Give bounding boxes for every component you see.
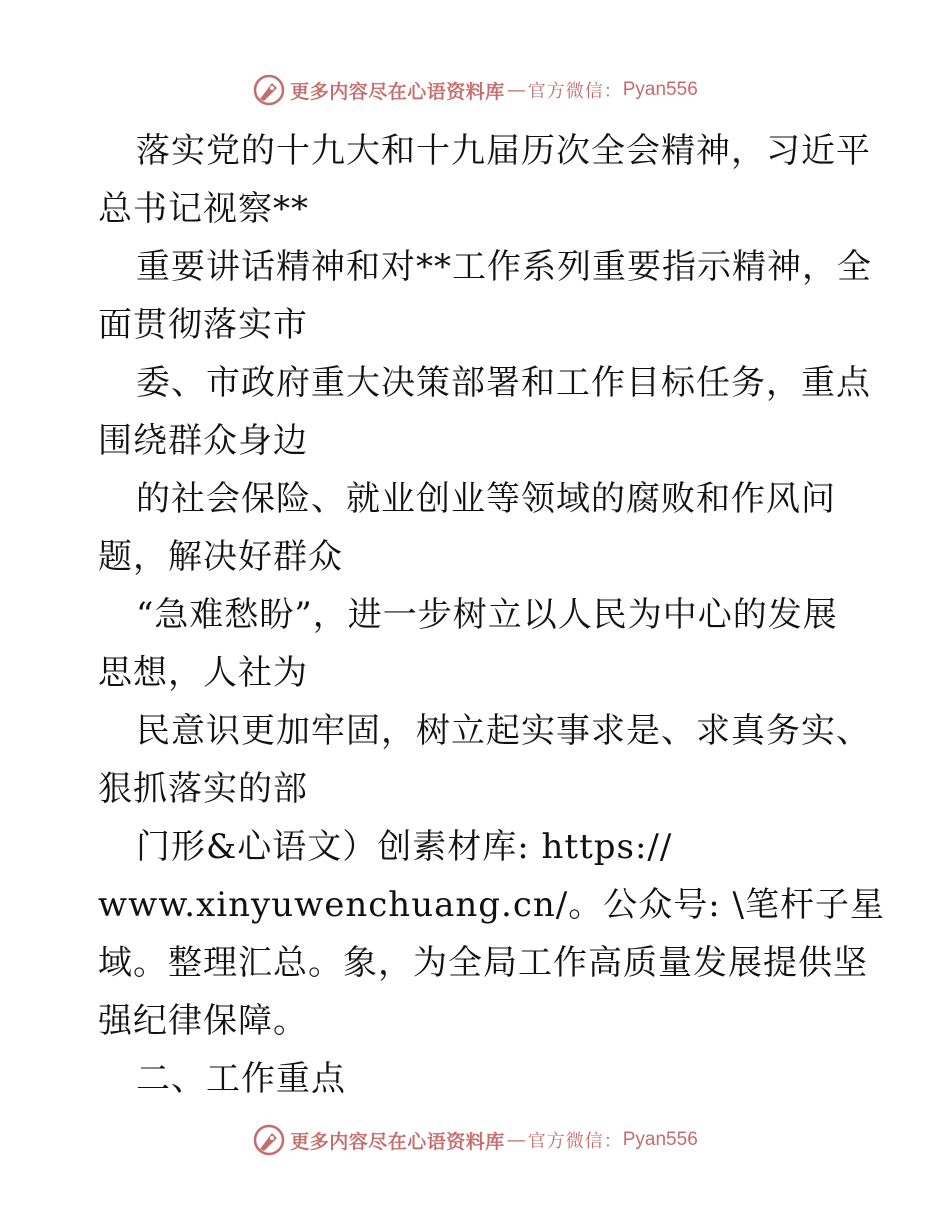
banner-title: 更多内容尽在心语资料库 [290, 80, 505, 103]
banner-wechat-id: Pyan556 [622, 1129, 698, 1150]
banner-wechat-id: Pyan556 [622, 79, 698, 100]
body-line: 落实党的十九大和十九届历次全会精神，习近平 [136, 131, 871, 171]
body-line: 民意识更加牢固，树立起实事求是、求真务实、 [136, 711, 871, 751]
body-line: 域。整理汇总。象，为全局工作高质量发展提供坚 [98, 943, 868, 983]
body-line: 围绕群众身边 [98, 421, 308, 461]
banner-wechat-label: 官方微信： [527, 81, 623, 102]
body-line: 委、市政府重大决策部署和工作目标任务，重点 [136, 363, 871, 403]
banner-wechat-label: 官方微信： [527, 1131, 623, 1152]
body-line: 重要讲话精神和对**工作系列重要指示精神，全 [136, 247, 872, 287]
banner-title: 更多内容尽在心语资料库 [290, 1130, 505, 1153]
body-line: 门形&心语文）创素材库: https:// [136, 827, 673, 867]
pen-nib-logo-icon [252, 1123, 286, 1157]
body-line: 思想，人社为 [98, 653, 308, 693]
body-line: 面贯彻落实市 [98, 305, 308, 345]
body-line: 强纪律保障。 [98, 1001, 308, 1041]
body-line: 总书记视察** [98, 189, 309, 229]
banner-separator: — [506, 79, 526, 101]
body-line: 的社会保险、就业创业等领域的腐败和作风问 [136, 479, 836, 519]
header-banner [0, 70, 950, 110]
document-body [98, 122, 885, 1108]
body-line: www.xinyuwenchuang.cn/。公众号: \笔杆子星 [98, 885, 885, 925]
body-line: 狠抓落实的部 [98, 769, 308, 809]
section-heading: 二、工作重点 [136, 1059, 346, 1099]
pen-nib-logo-icon [252, 73, 286, 107]
body-line: “急难愁盼”，进一步树立以人民为中心的发展 [136, 595, 838, 635]
banner-separator: — [506, 1129, 526, 1151]
body-line: 题，解决好群众 [98, 537, 343, 577]
footer-banner [0, 1120, 950, 1160]
